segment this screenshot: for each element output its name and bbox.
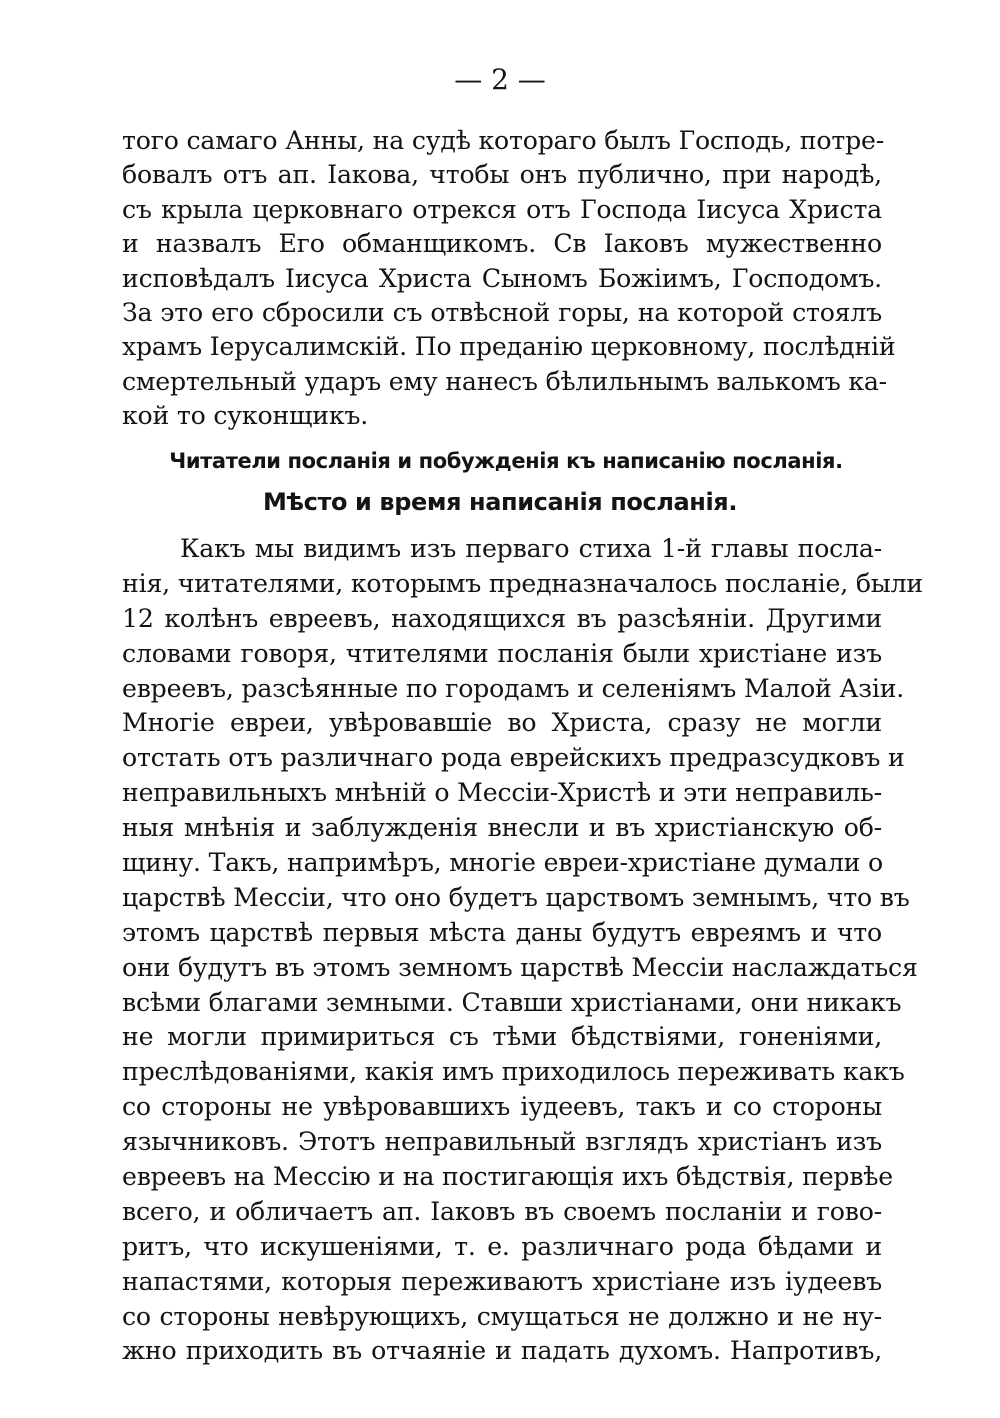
section-heading-place-time: Мѣсто и время написанія посланія. <box>262 488 738 516</box>
text-line: всѣми благами земными. Ставши христіанами, они никакъ <box>122 987 902 1017</box>
text-line: отстать отъ различнаго рода еврейскихъ предразсудковъ и <box>122 743 905 773</box>
text-line: и назвалъ Его обманщикомъ. Св Іаковъ мужественно <box>122 229 882 259</box>
text-line: со стороны не увѣровавшихъ іудеевъ, такъ и со стороны <box>122 1092 882 1122</box>
text-line: кой то суконщикъ. <box>122 401 369 431</box>
text-line: они будутъ въ этомъ земномъ царствѣ Мессіи наслаждаться <box>122 952 918 982</box>
text-line: Многіе евреи, увѣровавшіе во Христа, сразу не могли <box>122 708 882 738</box>
text-line: нія, читателями, которымъ предназначалось посланіе, были <box>122 568 924 598</box>
text-line: смертельный ударъ ему нанесъ бѣлильнымъ валькомъ ка- <box>122 366 887 396</box>
paragraph-continued <box>122 124 896 434</box>
text-line: язычниковъ. Этотъ неправильный взглядъ христіанъ изъ <box>122 1127 882 1157</box>
text-line: щину. Такъ, напримѣръ, многіе евреи-христіане думали о <box>122 848 884 878</box>
text-line: ныя мнѣнія и заблужденія внесли и въ христіанскую об- <box>122 813 882 843</box>
text-line: напастями, которыя переживаютъ христіане изъ іудеевъ <box>122 1266 882 1296</box>
text-line: евреевъ на Мессію и на постигающія ихъ бѣдствія, первѣе <box>122 1162 893 1192</box>
text-line: словами говоря, чтителями посланія были христіане изъ <box>122 638 882 668</box>
text-line: всего, и обличаетъ ап. Іаковъ въ своемъ посланіи и гово- <box>122 1196 882 1226</box>
text-line: исповѣдалъ Іисуса Христа Сыномъ Божіимъ, Господомъ. <box>122 263 882 293</box>
text-line: жно приходить въ отчаяніе и падать духомъ. Напротивъ, <box>122 1336 882 1366</box>
text-line: Какъ мы видимъ изъ перваго стиха 1-й главы посла- <box>180 534 882 563</box>
text-line: преслѣдованіями, какія имъ приходилось переживать какъ <box>122 1057 905 1087</box>
page-number: — 2 — <box>454 63 546 96</box>
text-line: храмъ Іерусалимскій. По преданію церковному, послѣдній <box>122 332 896 362</box>
text-line: ритъ, что искушеніями, т. е. различнаго рода бѣдами и <box>122 1231 882 1261</box>
text-line: этомъ царствѣ первыя мѣста даны будутъ евреямъ и что <box>122 917 882 947</box>
section-heading-readers: Читатели посланія и побужденія къ написанію посланія. <box>169 449 843 473</box>
text-line: съ крыла церковнаго отрекся отъ Господа Іисуса Христа <box>122 194 882 224</box>
text-line: 12 колѣнъ евреевъ, находящихся въ разсѣяніи. Другими <box>122 603 882 633</box>
text-line: бовалъ отъ ап. Іакова, чтобы онъ публично, при народѣ, <box>122 160 882 190</box>
text-line: За это его сбросили съ отвѣсной горы, на которой стоялъ <box>122 297 882 327</box>
text-line: не могли примириться съ тѣми бѣдствіями, гоненіями, <box>122 1022 882 1052</box>
text-line: того самаго Анны, на судѣ котораго былъ Господь, потре- <box>122 126 885 155</box>
paragraph-readers <box>122 532 924 1369</box>
text-line: со стороны невѣрующихъ, смущаться не должно и не ну- <box>122 1301 882 1331</box>
text-line: неправильныхъ мнѣній о Мессіи-Христѣ и эти неправиль- <box>122 778 882 808</box>
text-line: царствѣ Мессіи, что оно будетъ царствомъ земнымъ, что въ <box>122 882 910 912</box>
text-line: евреевъ, разсѣянные по городамъ и селеніямъ Малой Азіи. <box>122 673 905 703</box>
